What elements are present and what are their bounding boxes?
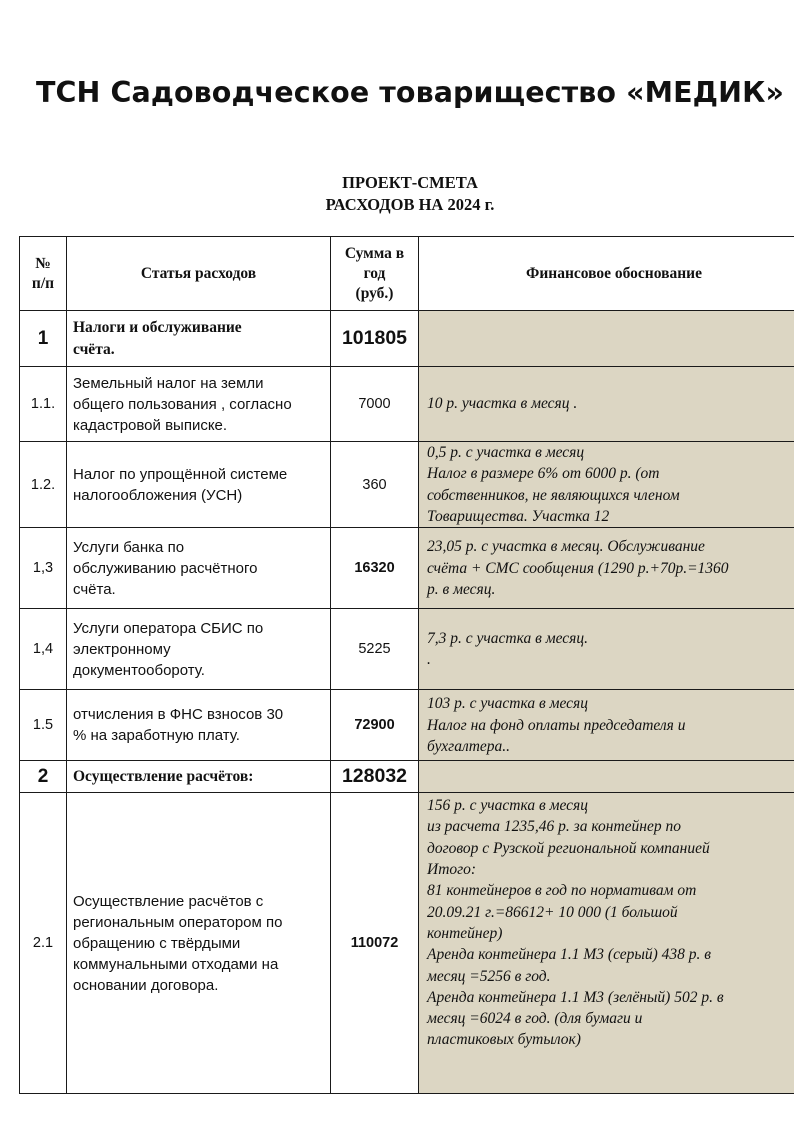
table-row-section-1 (20, 311, 794, 367)
header-sum: Сумма в год (руб.) (331, 237, 419, 311)
row-number: 1 (20, 311, 67, 367)
table-row (20, 793, 794, 1094)
row-sum: 16320 (331, 528, 419, 609)
row-sum: 110072 (331, 793, 419, 1094)
organization-title: ТСН Садоводческое товарищество «МЕДИК» (36, 76, 784, 109)
row-number: 1.2. (20, 442, 67, 528)
row-item: Услуги банка по обслуживанию расчётного счёта. (67, 528, 331, 609)
document-title-line-2: РАСХОДОВ НА 2024 г. (325, 195, 495, 214)
table-row (20, 442, 794, 528)
row-item: Налоги и обслуживание счёта. (67, 311, 331, 367)
row-number: 1.1. (20, 367, 67, 442)
document-title (0, 172, 794, 216)
row-sum: 7000 (331, 367, 419, 442)
row-sum: 101805 (331, 311, 419, 367)
row-item: Земельный налог на земли общего пользования , согласно кадастровой выписке. (67, 367, 331, 442)
row-sum: 360 (331, 442, 419, 528)
row-justification: 10 р. участка в месяц . (419, 367, 794, 442)
budget-table (19, 236, 794, 1094)
row-justification: 7,3 р. с участка в месяц. . (419, 609, 794, 690)
table-row (20, 528, 794, 609)
row-justification: 0,5 р. с участка в месяц Налог в размере 6% от 6000 р. (от собственников, не являющихся членом Товарищества. Участка 12 (419, 442, 794, 528)
row-justification: 156 р. с участка в месяц из расчета 1235,46 р. за контейнер по договор с Рузской региональной компанией Итого: 81 контейнеров в год по нормативам от 20.09.21 г.=86612+ 10 000 (1 большой контейнер) Аренда контейнера 1.1 М3 (серый) 438 р. в месяц =5256 в год. Аренда контейнера 1.1 М3 (зелёный) 502 р. в месяц =6024 в год. (для бумаги и пластиковых бутылок) (419, 793, 794, 1094)
table-row (20, 690, 794, 761)
table-row (20, 367, 794, 442)
row-item: Налог по упрощённой системе налогообложения (УСН) (67, 442, 331, 528)
row-number: 1,3 (20, 528, 67, 609)
row-item: Осуществление расчётов с региональным оператором по обращению с твёрдыми коммунальными отходами на основании договора. (67, 793, 331, 1094)
table-header-row (20, 237, 794, 311)
row-justification: 23,05 р. с участка в месяц. Обслуживание счёта + СМС сообщения (1290 р.+70р.=1360 р. в месяц. (419, 528, 794, 609)
row-sum: 5225 (331, 609, 419, 690)
row-justification (419, 311, 794, 367)
row-number: 2 (20, 761, 67, 793)
row-justification (419, 761, 794, 793)
table-row (20, 609, 794, 690)
row-item: Осуществление расчётов: (67, 761, 331, 793)
row-number: 1,4 (20, 609, 67, 690)
header-justification: Финансовое обоснование (419, 237, 794, 311)
document-title-line-1: ПРОЕКТ-СМЕТА (342, 173, 478, 192)
row-sum: 72900 (331, 690, 419, 761)
row-item: Услуги оператора СБИС по электронному документообороту. (67, 609, 331, 690)
row-number: 1.5 (20, 690, 67, 761)
row-sum: 128032 (331, 761, 419, 793)
table-row-section-2 (20, 761, 794, 793)
row-number: 2.1 (20, 793, 67, 1094)
row-item: отчисления в ФНС взносов 30 % на заработную плату. (67, 690, 331, 761)
row-justification: 103 р. с участка в месяц Налог на фонд оплаты председателя и бухгалтера.. (419, 690, 794, 761)
header-number: № п/п (20, 237, 67, 311)
header-item: Статья расходов (67, 237, 331, 311)
